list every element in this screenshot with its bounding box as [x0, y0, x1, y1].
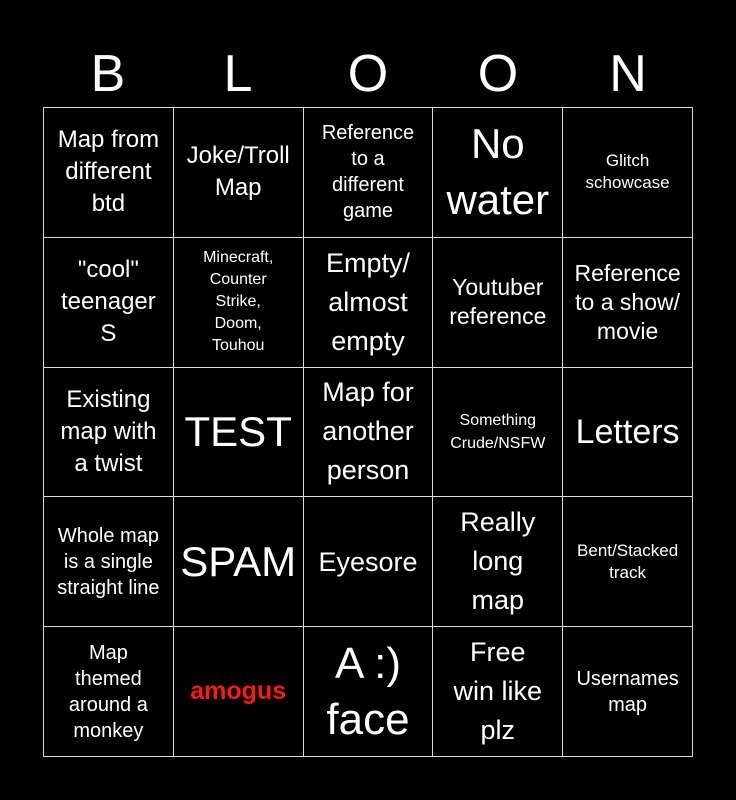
cell-label: amogus	[190, 677, 287, 706]
bingo-cell[interactable]	[433, 368, 563, 498]
cell-label: Map for another person	[322, 377, 414, 486]
cell-label: TEST	[184, 407, 292, 455]
bingo-cell[interactable]	[304, 238, 434, 368]
cell-label: Youtuber reference	[449, 274, 547, 330]
bingo-cell[interactable]	[304, 368, 434, 498]
cell-label: Free win like plz	[453, 637, 543, 746]
bingo-cell[interactable]	[304, 627, 434, 757]
bingo-cell[interactable]	[44, 497, 174, 627]
header-letter-b: B	[90, 45, 126, 103]
bingo-cell[interactable]	[174, 238, 304, 368]
bingo-cell[interactable]	[44, 368, 174, 498]
cell-label: Map from different btd	[57, 126, 160, 218]
cell-label: Glitch schowcase	[585, 151, 670, 193]
cell-label: "cool" teenager S	[61, 256, 156, 348]
cell-label: Usernames map	[576, 667, 679, 716]
cell-label: SPAM	[180, 537, 297, 585]
header-letter-n: N	[609, 45, 647, 103]
bingo-cell[interactable]	[563, 238, 693, 368]
bingo-header	[43, 40, 693, 108]
cell-label: Empty/ almost empty	[325, 247, 410, 356]
bingo-cell[interactable]	[304, 497, 434, 627]
header-letter-o: O	[477, 45, 519, 103]
cell-label: A :) face	[326, 638, 410, 744]
bingo-cell[interactable]	[174, 108, 304, 238]
cell-label: Something Crude/NSFW	[450, 411, 546, 452]
bingo-cell[interactable]	[174, 497, 304, 627]
bingo-cell[interactable]	[433, 497, 563, 627]
cell-label: Letters	[575, 412, 680, 451]
bingo-cell[interactable]	[563, 497, 693, 627]
bingo-cell[interactable]	[563, 368, 693, 498]
header-letter-o: O	[347, 45, 389, 103]
bingo-cell[interactable]	[563, 108, 693, 238]
cell-label: Reference to a show/ movie	[574, 259, 681, 344]
cell-label: Existing map with a twist	[60, 385, 157, 477]
bingo-cell[interactable]	[174, 627, 304, 757]
bingo-cell[interactable]	[44, 108, 174, 238]
cell-label: Joke/Troll Map	[186, 142, 290, 202]
bingo-cell[interactable]	[44, 627, 174, 757]
cell-label: No water	[446, 120, 550, 224]
bingo-cell[interactable]	[433, 627, 563, 757]
bingo-cell[interactable]	[433, 108, 563, 238]
cell-label: Reference to a different game	[321, 122, 415, 223]
bingo-board	[43, 107, 693, 757]
cell-label: Map themed around a monkey	[68, 641, 148, 742]
bingo-cell[interactable]	[174, 368, 304, 498]
cell-label: Really long map	[460, 507, 536, 616]
bingo-cell[interactable]	[563, 627, 693, 757]
cell-label: Minecraft, Counter Strike, Doom, Touhou	[203, 249, 274, 355]
header-letter-l: L	[223, 45, 253, 103]
bingo-cell[interactable]	[433, 238, 563, 368]
cell-label: Bent/Stacked track	[577, 540, 679, 582]
cell-label: Eyesore	[318, 546, 418, 577]
bingo-cell[interactable]	[44, 238, 174, 368]
cell-label: Whole map is a single straight line	[57, 524, 160, 599]
bingo-cell[interactable]	[304, 108, 434, 238]
